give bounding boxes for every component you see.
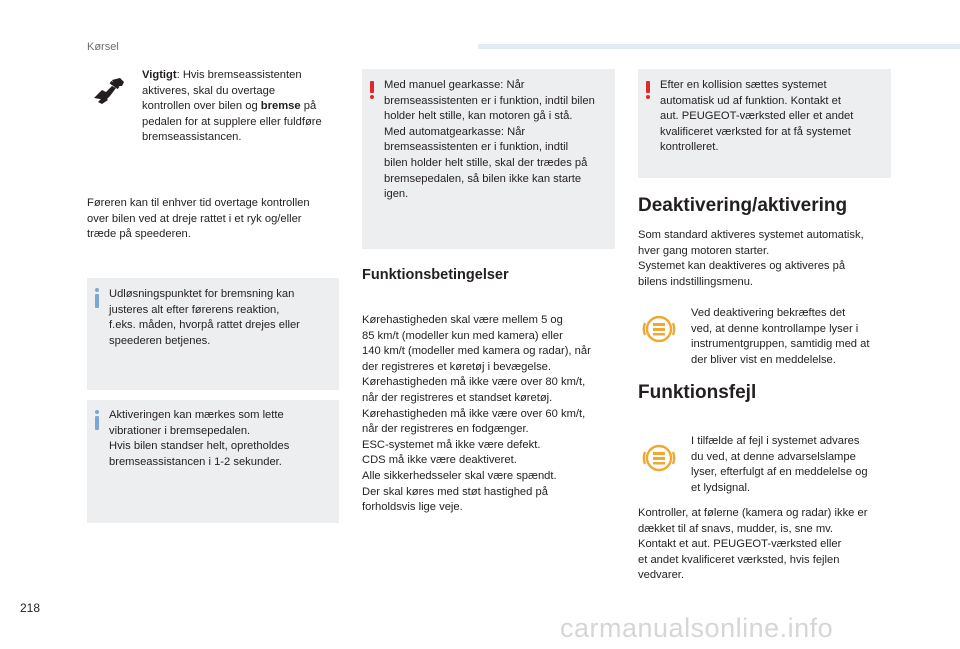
page-number: 218 (20, 601, 41, 615)
info-box-activation: Aktiveringen kan mærkes som lette vibrationer i bremsepedalen. Hvis bilen standser helt, opretholdes bremseassistancen i 1-2 sekunder. (87, 400, 339, 523)
warning-icon (646, 81, 650, 99)
info-box-release-point: Udløsningspunktet for bremsning kan justeres alt efter førerens reaktion, f.eks. måden, hvorpå rattet drejes eller speederen betjenes. (87, 278, 339, 390)
brake-assist-warning-lamp-icon (641, 440, 677, 476)
warning-box-gearbox: Med manuel gearkasse: Når bremseassistenten er i funktion, indtil bilen holder helt stille, kan motoren gå i stå. Med automatgearkasse: Når bremseassistenten er i funktion, indtil bilen holder helt stille, skal der trædes på bremsepedalen, så bilen ikke kan starte igen. (362, 69, 615, 249)
heading-funktionsbetingelser: Funktionsbetingelser (362, 267, 509, 283)
brake-assist-warning-lamp-icon (641, 311, 677, 347)
header-bar (478, 44, 960, 49)
watermark: carmanualsonline.info (560, 613, 834, 643)
heading-deaktivering: Deaktivering/aktivering (638, 195, 848, 216)
heading-funktionsfejl: Funktionsfejl (638, 382, 757, 403)
important-label: Vigtigt (142, 69, 177, 81)
lamp-fault-text: I tilfælde af fejl i systemet advares du ved, at denne advarselslampe lyser, efterfulgt af en meddelelse og et lydsignal. (691, 435, 868, 494)
important-note: Vigtigt: Hvis bremseassistenten aktiveres, skal du overtage kontrollen over bilen og bremse på pedalen for at supplere eller fuldføre bremseassistancen. (142, 69, 322, 144)
driver-override-text: Føreren kan til enhver tid overtage kontrollen over bilen ved at dreje rattet i et ryk og/eller træde på speederen. (87, 197, 310, 241)
section-title: Kørsel (87, 41, 119, 53)
conditions-text: Kørehastigheden skal være mellem 5 og 85 km/t (modeller kun med kamera) eller 140 km/t (modeller med kamera og radar), når der registreres et køretøj i bevægelse. Kørehastigheden må ikke være over 80 km/t, når der registreres et standset køretøj. Kørehastigheden må ikke være over 60 km/t, når der registreres en fodgænger. ESC-systemet må ikke være defekt. CDS må ikke være deaktiveret. Alle sikkerhedsseler skal være spændt. Der skal køres med støt hastighed på forholdsvis lige veje. (362, 314, 591, 514)
warning-box-collision: Efter en kollision sættes systemet automatisk ud af funktion. Kontakt et aut. PEUGEOT-værksted eller et andet kvalificeret værksted for at få systemet kontrolleret. (638, 69, 891, 178)
deactivation-text: Som standard aktiveres systemet automatisk, hver gang motoren starter. Systemet kan deaktiveres og aktiveres på bilens indstillingsmenu. (638, 229, 864, 288)
lamp-deactivation-text: Ved deaktivering bekræftes det ved, at denne kontrollampe lyser i instrumentgruppen, samtidig med at der bliver vist en meddelelse. (691, 307, 870, 366)
wrench-hand-icon (92, 76, 126, 106)
warning-icon (370, 81, 374, 99)
fault-text: Kontroller, at følerne (kamera og radar) ikke er dækket til af snavs, mudder, is, sne mv. Kontakt et aut. PEUGEOT-værksted eller et andet kvalificeret værksted, hvis fejlen vedvarer. (638, 507, 868, 582)
